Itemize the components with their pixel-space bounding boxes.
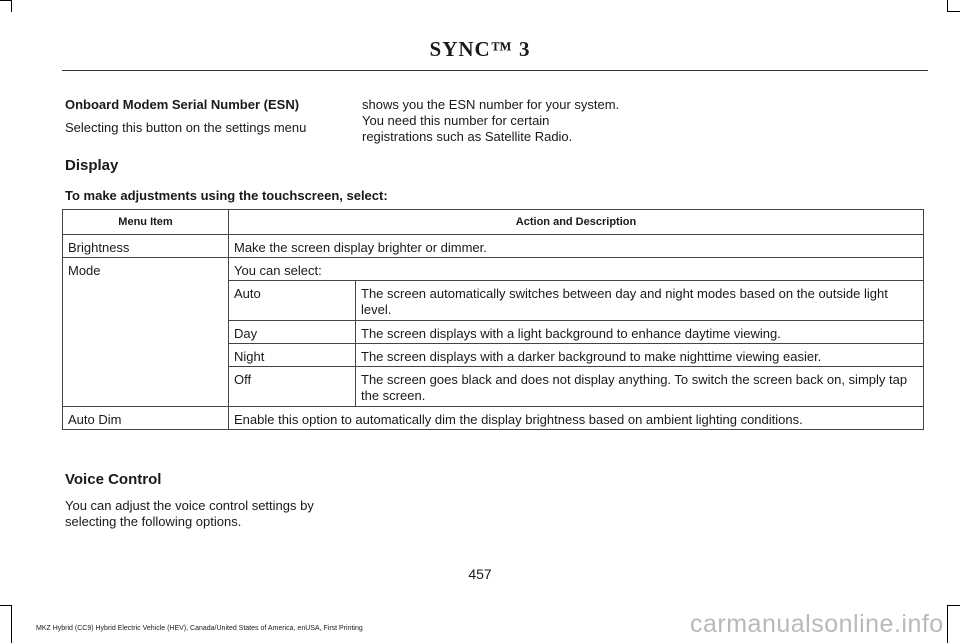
- watermark: carmanualsonline.info: [690, 610, 944, 638]
- mode-option-day: Day: [229, 321, 356, 344]
- display-settings-table: [62, 209, 924, 430]
- mode-option-auto-description: The screen automatically switches between day and night modes based on the outside light level.: [356, 281, 924, 321]
- menu-item-auto-dim: Auto Dim: [63, 407, 229, 430]
- table-row-mode: [63, 258, 924, 281]
- table-row-auto-dim: [63, 407, 924, 430]
- menu-item-brightness: Brightness: [63, 235, 229, 258]
- esn-right-line-2: You need this number for certain: [362, 113, 550, 128]
- esn-right-line-1: shows you the ESN number for your system.: [362, 97, 620, 112]
- mode-option-night: Night: [229, 344, 356, 367]
- esn-right-line-3: registrations such as Satellite Radio.: [362, 129, 573, 144]
- crop-mark: [947, 605, 960, 606]
- header-divider: [62, 70, 928, 71]
- crop-mark: [947, 11, 960, 12]
- voice-control-heading: Voice Control: [65, 471, 162, 488]
- page-header-title: SYNC™ 3: [429, 37, 531, 61]
- voice-control-line-2: selecting the following options.: [65, 514, 242, 529]
- esn-left-text: Selecting this button on the settings menu: [65, 120, 307, 135]
- crop-mark: [0, 605, 12, 606]
- mode-option-off-description: The screen goes black and does not display anything. To switch the screen back on, simply tap the screen.: [356, 367, 924, 407]
- page-number: 457: [468, 566, 492, 582]
- column-header-menu-item: Menu Item: [63, 210, 229, 235]
- voice-control-line-1: You can adjust the voice control settings by: [65, 498, 314, 513]
- mode-description: You can select:: [229, 258, 924, 281]
- column-header-action: Action and Description: [229, 210, 924, 235]
- auto-dim-description: Enable this option to automatically dim the display brightness based on ambient lighting conditions.: [229, 407, 924, 430]
- display-instruction: To make adjustments using the touchscreen, select:: [65, 188, 388, 203]
- esn-heading: Onboard Modem Serial Number (ESN): [65, 97, 300, 112]
- footer-vehicle-info: MKZ Hybrid (CC9) Hybrid Electric Vehicle (HEV), Canada/United States of America, enUSA, First Printing: [36, 625, 363, 632]
- crop-mark: [11, 605, 12, 643]
- mode-option-off: Off: [229, 367, 356, 407]
- mode-option-auto: Auto: [229, 281, 356, 321]
- brightness-description: Make the screen display brighter or dimmer.: [229, 235, 924, 258]
- crop-mark: [11, 0, 12, 12]
- crop-mark: [947, 605, 948, 643]
- table-row-brightness: [63, 235, 924, 258]
- menu-item-mode: Mode: [63, 258, 229, 407]
- mode-option-day-description: The screen displays with a light background to enhance daytime viewing.: [356, 321, 924, 344]
- display-heading: Display: [65, 157, 119, 174]
- mode-option-night-description: The screen displays with a darker background to make nighttime viewing easier.: [356, 344, 924, 367]
